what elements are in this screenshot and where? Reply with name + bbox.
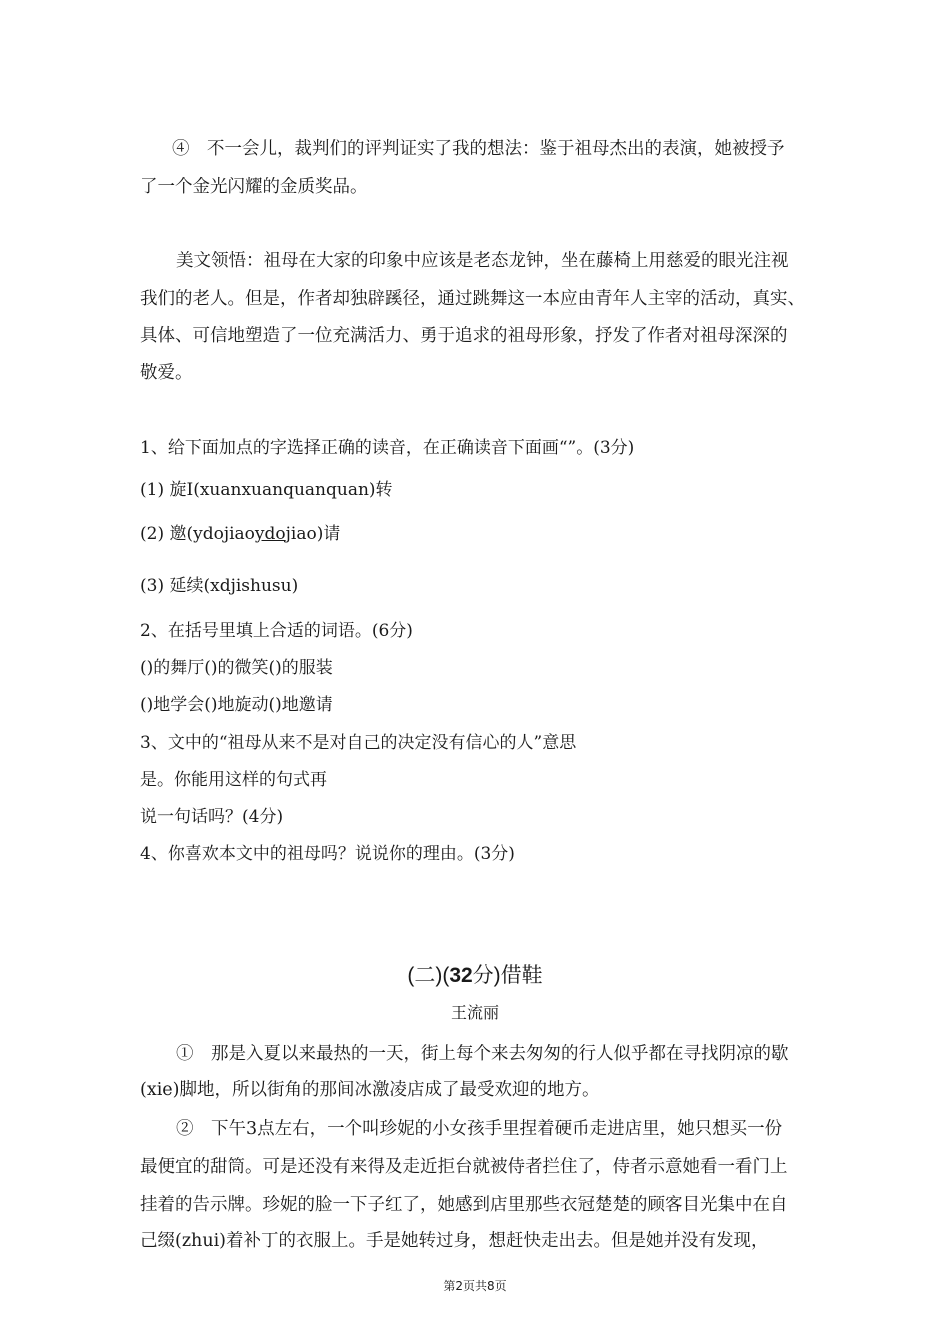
passage-2-author: 王流丽 [450, 1005, 499, 1022]
question-2-line-1: ()的舞厅()的微笑()的服装 [140, 658, 333, 678]
passage-2-para-2-line-3: 挂着的告示牌。珍妮的脸一下子红了，她感到店里那些衣冠楚楚的顾客目光集中在自 [140, 1195, 788, 1215]
title-suffix: 分)借鞋 [472, 964, 543, 987]
page-footer: 第2页共8页 [443, 1279, 507, 1293]
question-2-line-2: ()地学会()地旋动()地邀请 [140, 695, 333, 715]
question-1-item-1: (1) 旋I(xuanxuanquanquan)转 [140, 480, 393, 500]
paragraph-4-line-1: ④ 不一会儿，裁判们的评判证实了我的想法：鉴于祖母杰出的表演，她被授予 [172, 139, 785, 159]
appreciation-line-3: 具体、可信地塑造了一位充满活力、勇于追求的祖母形象，抒发了作者对祖母深深的 [140, 326, 788, 346]
title-score: 32 [449, 964, 473, 987]
question-1-item-3: (3) 延续(xdjishusu) [140, 576, 299, 596]
question-1-item-2-text-a: (2) 邀(ydojiao [140, 524, 255, 544]
question-1-item-2-text-c: jiao)请 [285, 524, 341, 544]
question-1: 1、给下面加点的字选择正确的读音，在正确读音下面画“”。(3分) [140, 438, 635, 458]
question-3-line-1: 3、文中的“祖母从来不是对自己的决定没有信心的人”意思 [140, 733, 577, 753]
passage-2-para-2-line-2: 最便宜的甜筒。可是还没有来得及走近拒台就被侍者拦住了，侍者示意她看一看门上 [140, 1157, 788, 1177]
title-prefix: (二)( [407, 964, 450, 987]
paragraph-4-line-2: 了一个金光闪耀的金质奖品。 [140, 177, 368, 197]
passage-2-para-2-line-4: 己缀(zhui)着补丁的衣服上。手是她转过身，想赶快走出去。但是她并没有发现， [140, 1231, 769, 1251]
passage-2-para-2-line-1: ② 下午3点左右，一个叫珍妮的小女孩手里捏着硬币走进店里，她只想买一份 [176, 1119, 783, 1139]
question-3-line-2: 是。你能用这样的句式再 [140, 770, 327, 790]
question-1-item-2 [140, 522, 860, 546]
question-3-line-3: 说一句话吗？(4分) [140, 807, 284, 827]
question-4: 4、你喜欢本文中的祖母吗？说说你的理由。(3分) [140, 844, 515, 864]
passage-2-para-1-line-1: ① 那是入夏以来最热的一天，街上每个来去匆匆的行人似乎都在寻找阴凉的歇 [176, 1044, 789, 1064]
appreciation-line-1: 美文领悟：祖母在大家的印象中应该是老态龙钟，坐在藤椅上用慈爱的眼光注视 [176, 251, 789, 271]
appreciation-line-2: 我们的老人。但是，作者却独辟蹊径，通过跳舞这一本应由青年人主宰的活动，真实、 [140, 289, 805, 309]
question-1-item-2-underlined: ydo [254, 524, 286, 544]
appreciation-line-4: 敬爱。 [140, 363, 193, 383]
passage-2-para-1-line-2: (xie)脚地，所以街角的那间冰激凌店成了最受欢迎的地方。 [140, 1080, 600, 1100]
passage-2-title [0, 962, 950, 990]
question-2: 2、在括号里填上合适的词语。(6分) [140, 621, 413, 641]
